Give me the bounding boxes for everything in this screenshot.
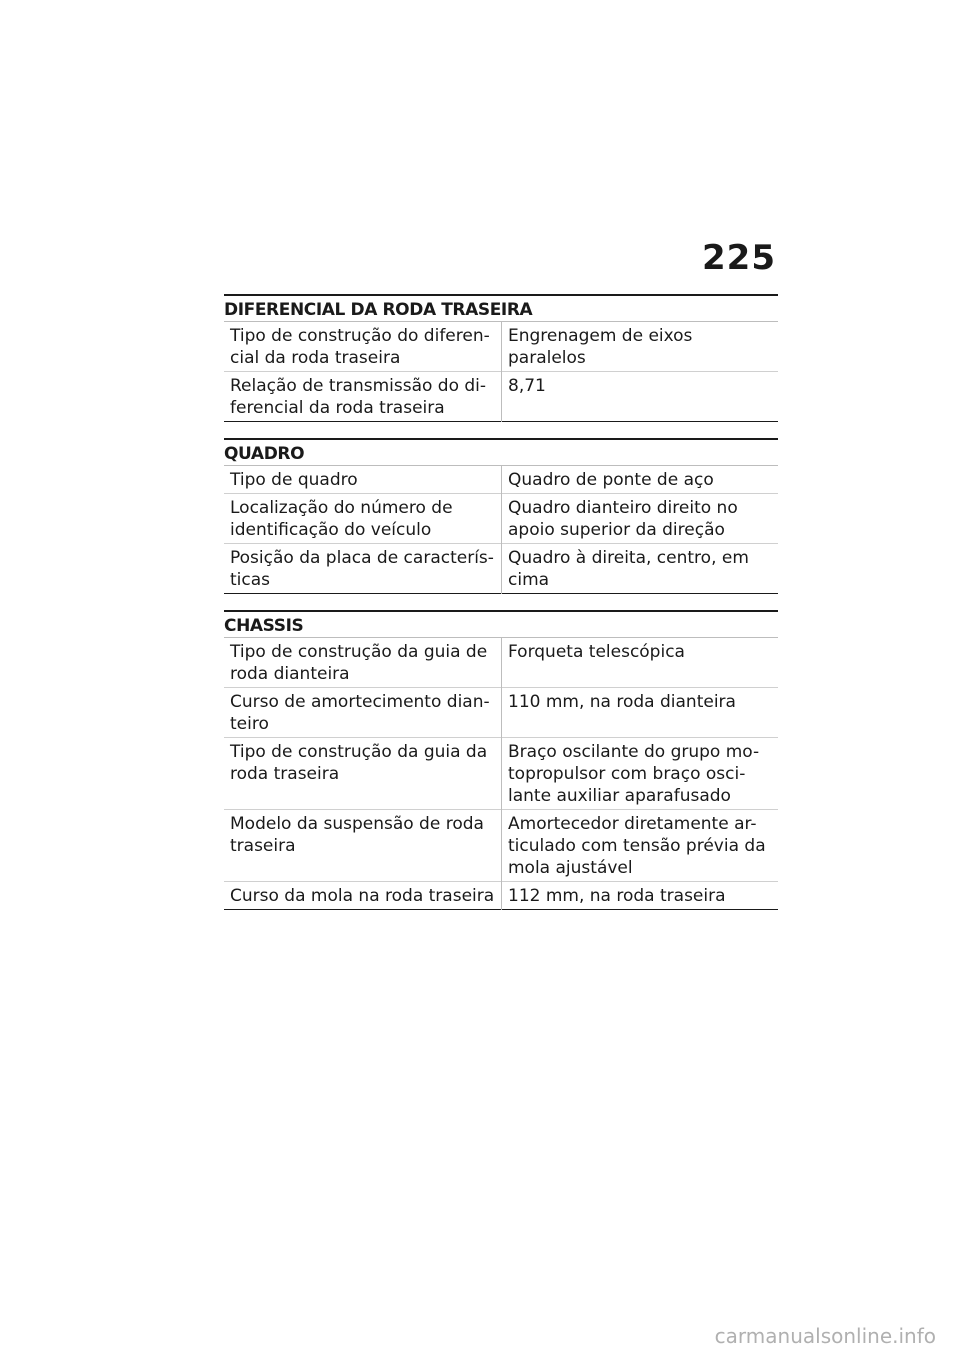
table-row xyxy=(224,810,778,882)
table-row xyxy=(224,372,778,422)
row-label: Relação de transmissão do di- ferencial da roda traseira xyxy=(224,372,502,422)
section-diferencial xyxy=(224,294,778,422)
row-label: Tipo de construção do diferen- cial da roda traseira xyxy=(224,322,502,372)
table-row xyxy=(224,494,778,544)
section-quadro xyxy=(224,438,778,594)
row-label: Localização do número de identificação do veículo xyxy=(224,494,502,544)
page-number: 225 xyxy=(702,238,776,278)
row-value: Quadro dianteiro direito no apoio superior da direção xyxy=(508,498,738,540)
spec-table xyxy=(224,466,778,594)
row-value: 110 mm, na roda dianteira xyxy=(508,692,736,712)
row-value: Engrenagem de eixos paralelos xyxy=(508,326,693,368)
watermark-footer: carmanualsonline.info xyxy=(714,1324,936,1348)
row-value: Quadro de ponte de aço xyxy=(508,470,714,490)
spec-content xyxy=(224,294,778,926)
spec-table xyxy=(224,638,778,910)
section-title: DIFERENCIAL DA RODA TRASEIRA xyxy=(224,294,778,322)
section-title: CHASSIS xyxy=(224,610,778,638)
table-row xyxy=(224,882,778,910)
row-value: Braço oscilante do grupo mo- topropulsor com braço osci- lante auxiliar aparafusado xyxy=(508,742,760,806)
row-label: Modelo da suspensão de roda traseira xyxy=(224,810,502,882)
row-value: 8,71 xyxy=(508,376,546,396)
table-row xyxy=(224,638,778,688)
row-label: Tipo de construção da guia de roda dianteira xyxy=(224,638,502,688)
spec-table xyxy=(224,322,778,422)
section-chassis xyxy=(224,610,778,910)
table-row xyxy=(224,544,778,594)
row-label: Curso de amortecimento dian- teiro xyxy=(224,688,502,738)
row-label: Tipo de construção da guia da roda traseira xyxy=(224,738,502,810)
table-row xyxy=(224,688,778,738)
section-title: QUADRO xyxy=(224,438,778,466)
row-value: Forqueta telescópica xyxy=(508,642,685,662)
row-value: Amortecedor diretamente ar- ticulado com tensão prévia da mola ajustável xyxy=(508,814,766,878)
table-row xyxy=(224,738,778,810)
row-label: Posição da placa de caracterís- ticas xyxy=(224,544,502,594)
row-label: Curso da mola na roda traseira xyxy=(224,882,502,910)
table-row xyxy=(224,466,778,494)
row-value: Quadro à direita, centro, em cima xyxy=(508,548,749,590)
row-value: 112 mm, na roda traseira xyxy=(508,886,726,906)
table-row xyxy=(224,322,778,372)
row-label: Tipo de quadro xyxy=(224,466,502,494)
